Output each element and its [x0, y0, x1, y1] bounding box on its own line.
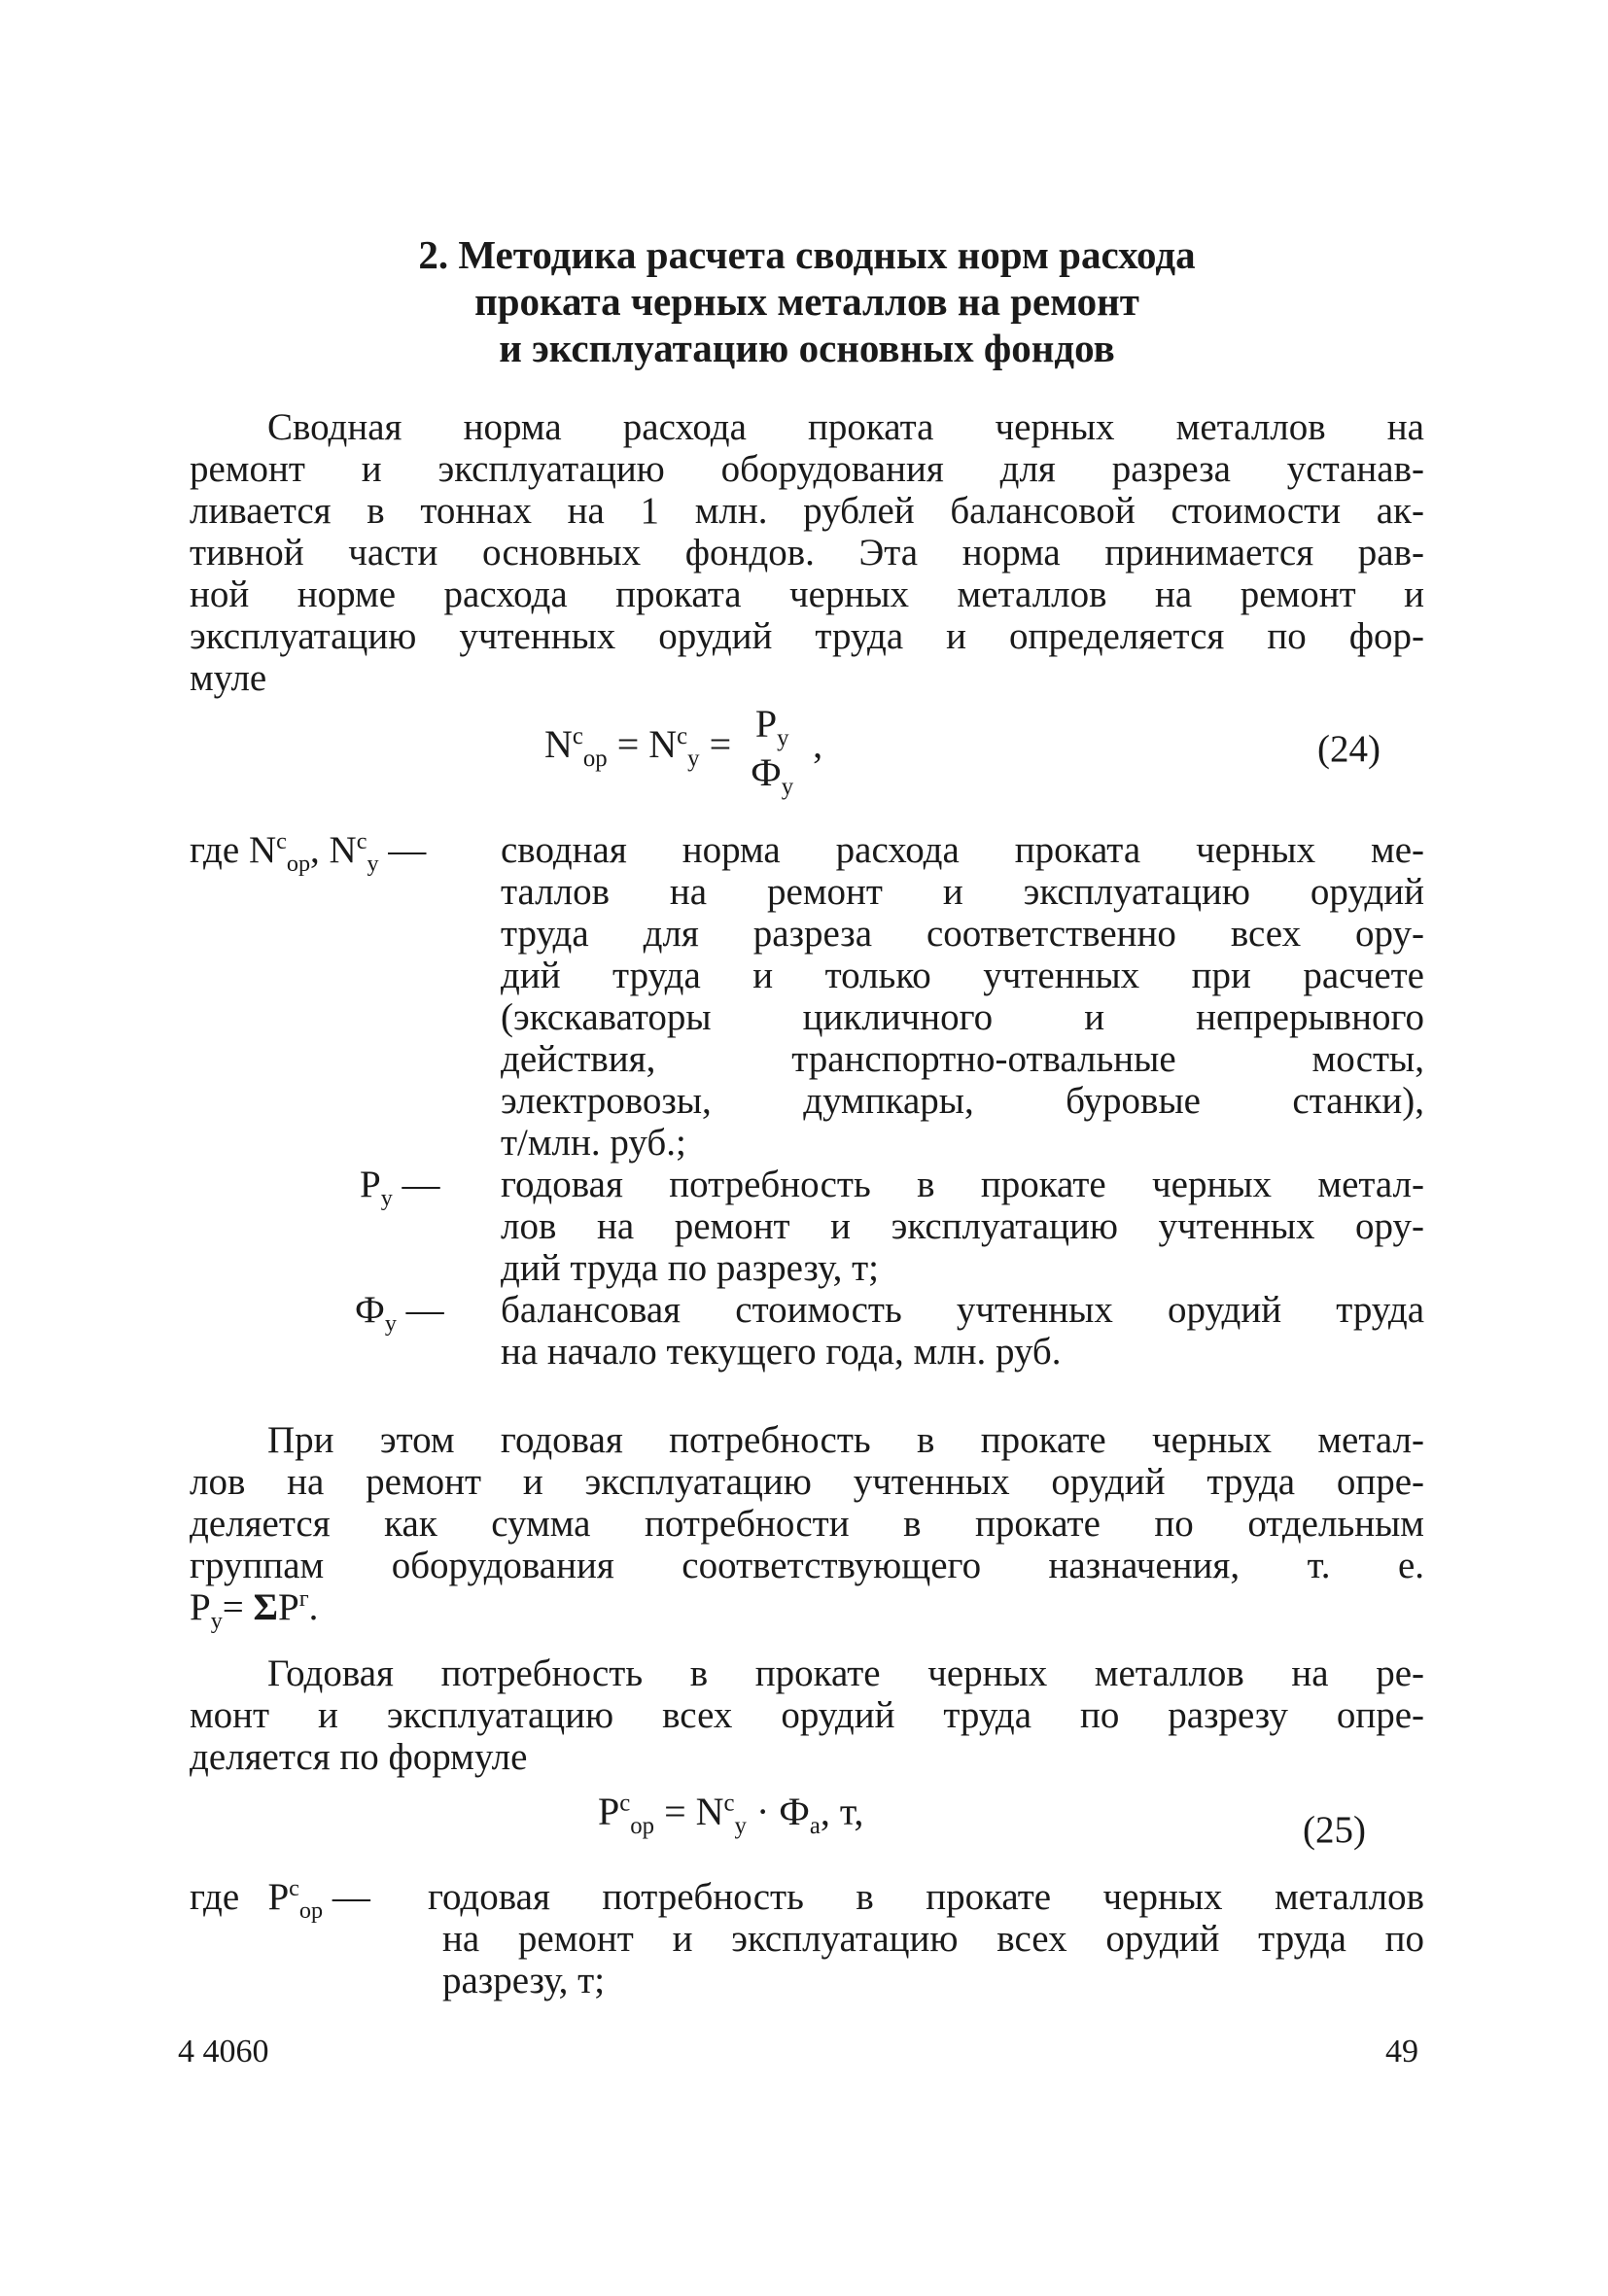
paragraph-line: Годовая потребность в прокате черных металлов на ре- [267, 1652, 1424, 1694]
paragraph-3 [190, 1652, 1424, 1778]
paragraph-line: ремонт и эксплуатацию оборудования для разреза устанав- [190, 448, 1424, 490]
heading-line-3: и эксплуатацию основных фондов [499, 326, 1115, 370]
definition-term: $Ф_у$ — [355, 1289, 444, 1337]
paragraph-line: лов на ремонт и эксплуатацию учтенных орудий труда опре- [190, 1461, 1424, 1503]
paragraph-line: тивной части основных фондов. Эта норма принимается рав- [190, 532, 1424, 574]
paragraph-line: При этом годовая потребность в прокате черных метал- [267, 1419, 1424, 1461]
section-heading [190, 231, 1424, 371]
paragraph-line: группам оборудования соответствующего назначения, т. е. [190, 1545, 1424, 1586]
heading-line-1: 2. Методика расчета сводных норм расхода [418, 232, 1196, 277]
paragraph-line: ной норме расхода проката черных металлов на ремонт и [190, 574, 1424, 615]
paragraph-line: Сводная норма расхода проката черных металлов на [267, 406, 1424, 448]
page-number: 49 [1385, 2034, 1418, 2070]
paragraph-1 [190, 406, 1424, 699]
equation-number-25: (25) [1303, 1809, 1366, 1851]
footer-signature: 4 4060 [178, 2034, 269, 2070]
paragraph-line: монт и эксплуатацию всех орудий труда по разрезу опре- [190, 1694, 1424, 1736]
heading-line-2: проката черных металлов на ремонт [474, 279, 1139, 324]
paragraph-line: деляется как сумма потребности в прокате по отдельным [190, 1503, 1424, 1545]
definition-description: годовая потребность в прокате черных метал- лов на ремонт и эксплуатацию учтенных ору- дий труда по разрезу, т; [501, 1164, 1424, 1289]
definition-term: $Р_у$ — [360, 1164, 440, 1211]
paragraph-line: эксплуатацию учтенных орудий труда и определяется по фор- [190, 615, 1424, 657]
formula-25: $Р^с_{ор} = N^с_у \cdot Ф_а$, т, [598, 1790, 864, 1839]
fraction: $Р_у$ $Ф_у$ [751, 702, 794, 800]
definition-description: балансовая стоимость учтенных орудий труда на начало текущего года, млн. руб. [501, 1289, 1424, 1373]
paragraph-line: муле [190, 657, 267, 699]
paragraph-line: ливается в тоннах на 1 млн. рублей балансовой стоимости ак- [190, 490, 1424, 532]
definition-term: где $Р^с_{ор}$ — [190, 1875, 370, 1924]
equation-number-24: (24) [1317, 728, 1381, 770]
formula-24: $N^с_{ор} = N^с_у$ = $Р_у$ $Ф_у$ , [544, 702, 823, 800]
definition-description: годовая потребность в прокате черных металлов на ремонт и эксплуатацию всех орудий труда по разрезу, т; [428, 1876, 1424, 2001]
paragraph-formula-line: $Р_у= \Sigma Р^г$. [190, 1585, 319, 1634]
definition-term: где $N^с_{ор}$, $N^с_у$ — [190, 828, 427, 877]
definition-description: сводная норма расхода проката черных ме- таллов на ремонт и эксплуатацию орудий труда для разреза соответственно всех ору- дий труда и только учтенных при расчете (экскаваторы цикличного и непрерывного действия, транспортно-отвальные мосты, электровозы, думпкары, буровые станки), т/млн. руб.; [501, 829, 1424, 1164]
paragraph-2 [190, 1419, 1424, 1634]
paragraph-line: деляется по формуле [190, 1736, 528, 1778]
